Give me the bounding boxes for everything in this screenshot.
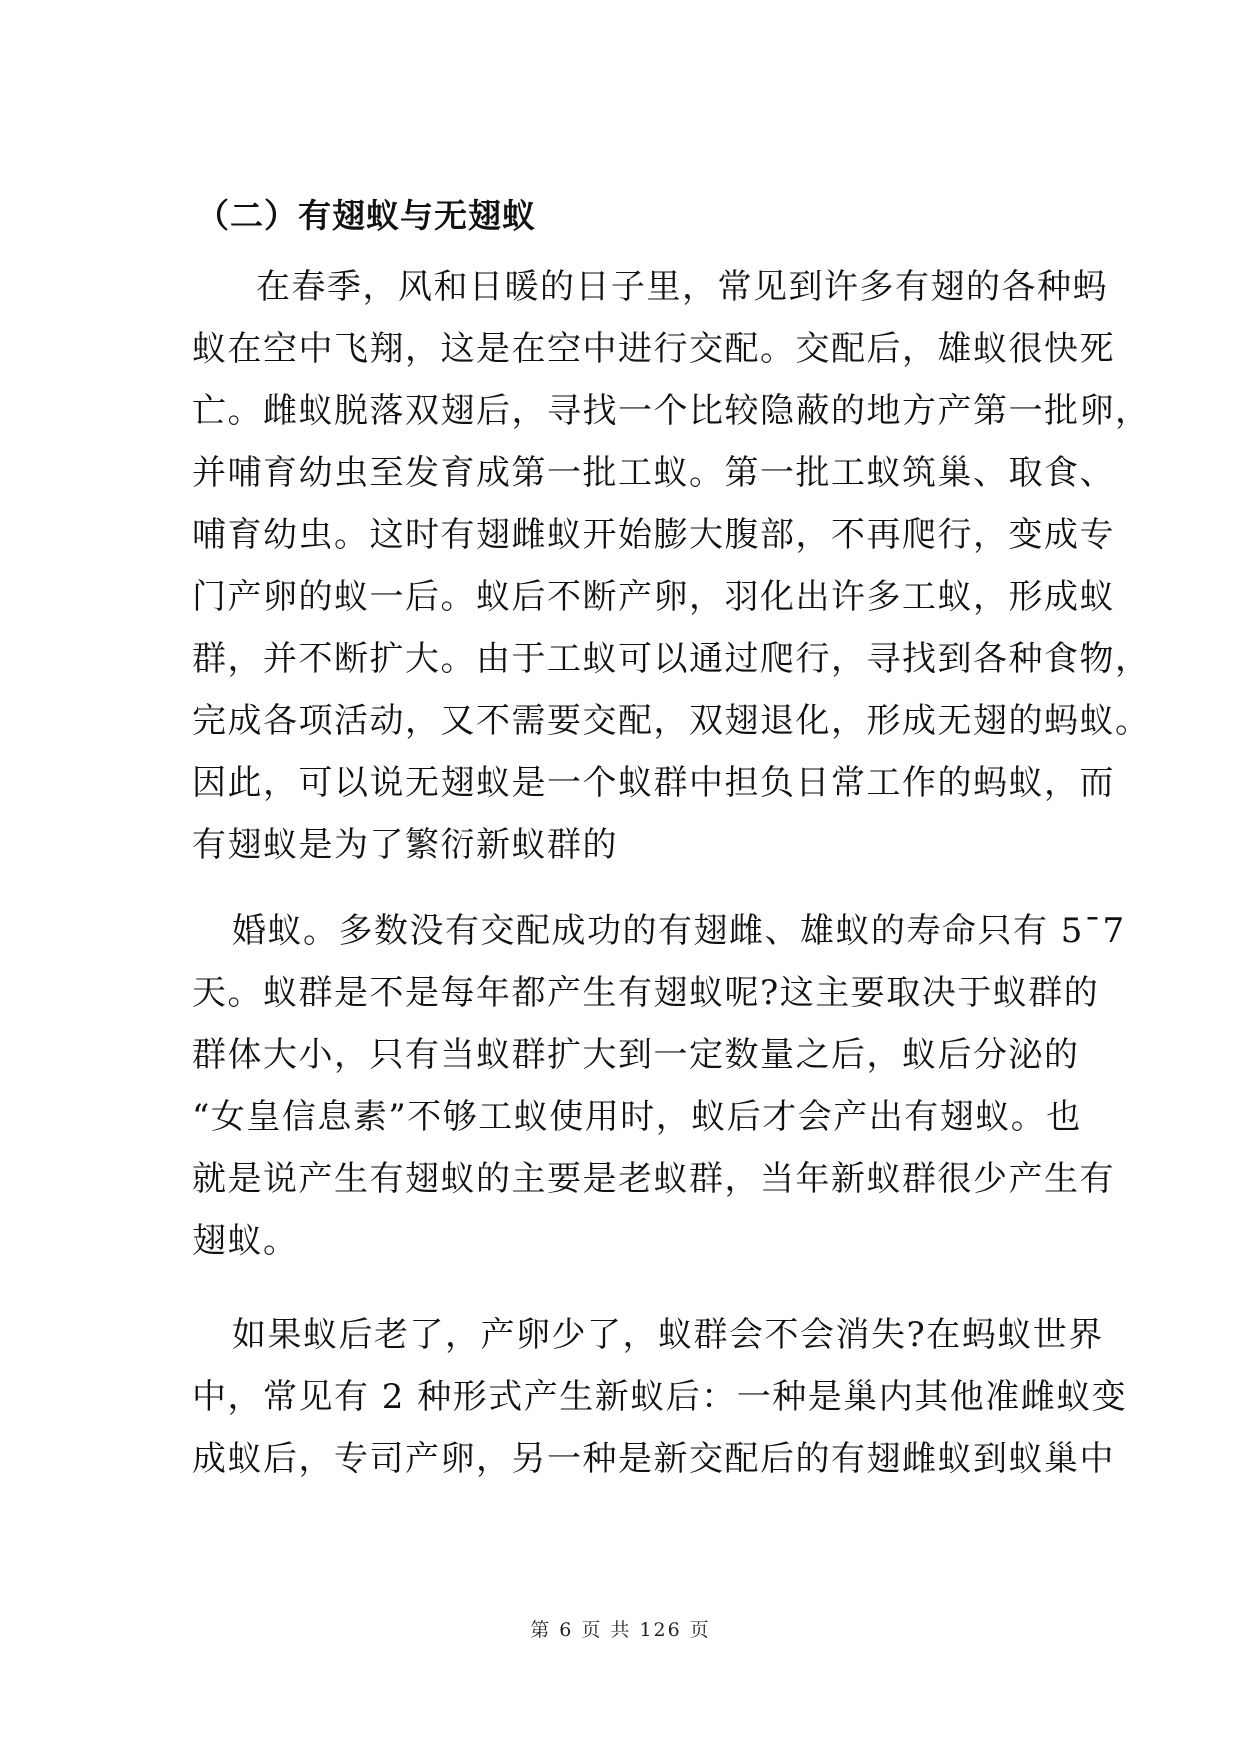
paragraph-3 [192, 1304, 1128, 1490]
paragraph-line: 亡。雌蚁脱落双翅后，寻找一个比较隐蔽的地方产第一批卵， [192, 391, 1151, 431]
page-footer: 第 6 页 共 126 页 [530, 1619, 711, 1641]
paragraph-line: 如果蚁后老了，产卵少了，蚁群会不会消失?在蚂蚁世界 [232, 1315, 1104, 1355]
paragraph-line: 哺育幼虫。这时有翅雌蚁开始膨大腹部，不再爬行，变成专 [192, 515, 1115, 555]
paragraph-1 [192, 256, 1151, 876]
paragraph-line: 翅蚁。 [192, 1221, 299, 1261]
paragraph-line: 群，并不断扩大。由于工蚁可以通过爬行，寻找到各种食物， [192, 639, 1151, 679]
paragraph-line: 天。蚁群是不是每年都产生有翅蚁呢?这主要取决于蚁群的 [192, 973, 1100, 1013]
paragraph-line: 婚蚁。多数没有交配成功的有翅雌、雄蚁的寿命只有 5¯7 [232, 911, 1126, 951]
paragraph-line: “女皇信息素”不够工蚁使用时，蚁后才会产出有翅蚁。也 [192, 1097, 1082, 1137]
paragraph-line: 群体大小，只有当蚁群扩大到一定数量之后，蚁后分泌的 [192, 1035, 1080, 1075]
paragraph-line: 就是说产生有翅蚁的主要是老蚁群，当年新蚁群很少产生有 [192, 1159, 1115, 1199]
paragraph-line: 中，常见有 2 种形式产生新蚁后：一种是巢内其他准雌蚁变 [192, 1377, 1128, 1417]
paragraph-line: 成蚁后，专司产卵，另一种是新交配后的有翅雌蚁到蚁巢中 [192, 1439, 1115, 1479]
paragraph-line: 蚁在空中飞翔，这是在空中进行交配。交配后，雄蚁很快死 [192, 329, 1115, 369]
paragraph-line: 完成各项活动，又不需要交配，双翅退化，形成无翅的蚂蚁。 [192, 701, 1151, 741]
paragraph-line: 有翅蚁是为了繁衍新蚁群的 [192, 825, 618, 865]
paragraph-line: 门产卵的蚁一后。蚁后不断产卵，羽化出许多工蚁，形成蚁 [192, 577, 1115, 617]
section-heading: （二）有翅蚁与无翅蚁 [196, 196, 536, 235]
paragraph-line: 并哺育幼虫至发育成第一批工蚁。第一批工蚁筑巢、取食、 [192, 453, 1115, 493]
paragraph-line: 因此，可以说无翅蚁是一个蚁群中担负日常工作的蚂蚁，而 [192, 763, 1115, 803]
paragraph-line: 在春季，风和日暖的日子里，常见到许多有翅的各种蚂 [256, 267, 1108, 307]
paragraph-2 [192, 900, 1126, 1272]
